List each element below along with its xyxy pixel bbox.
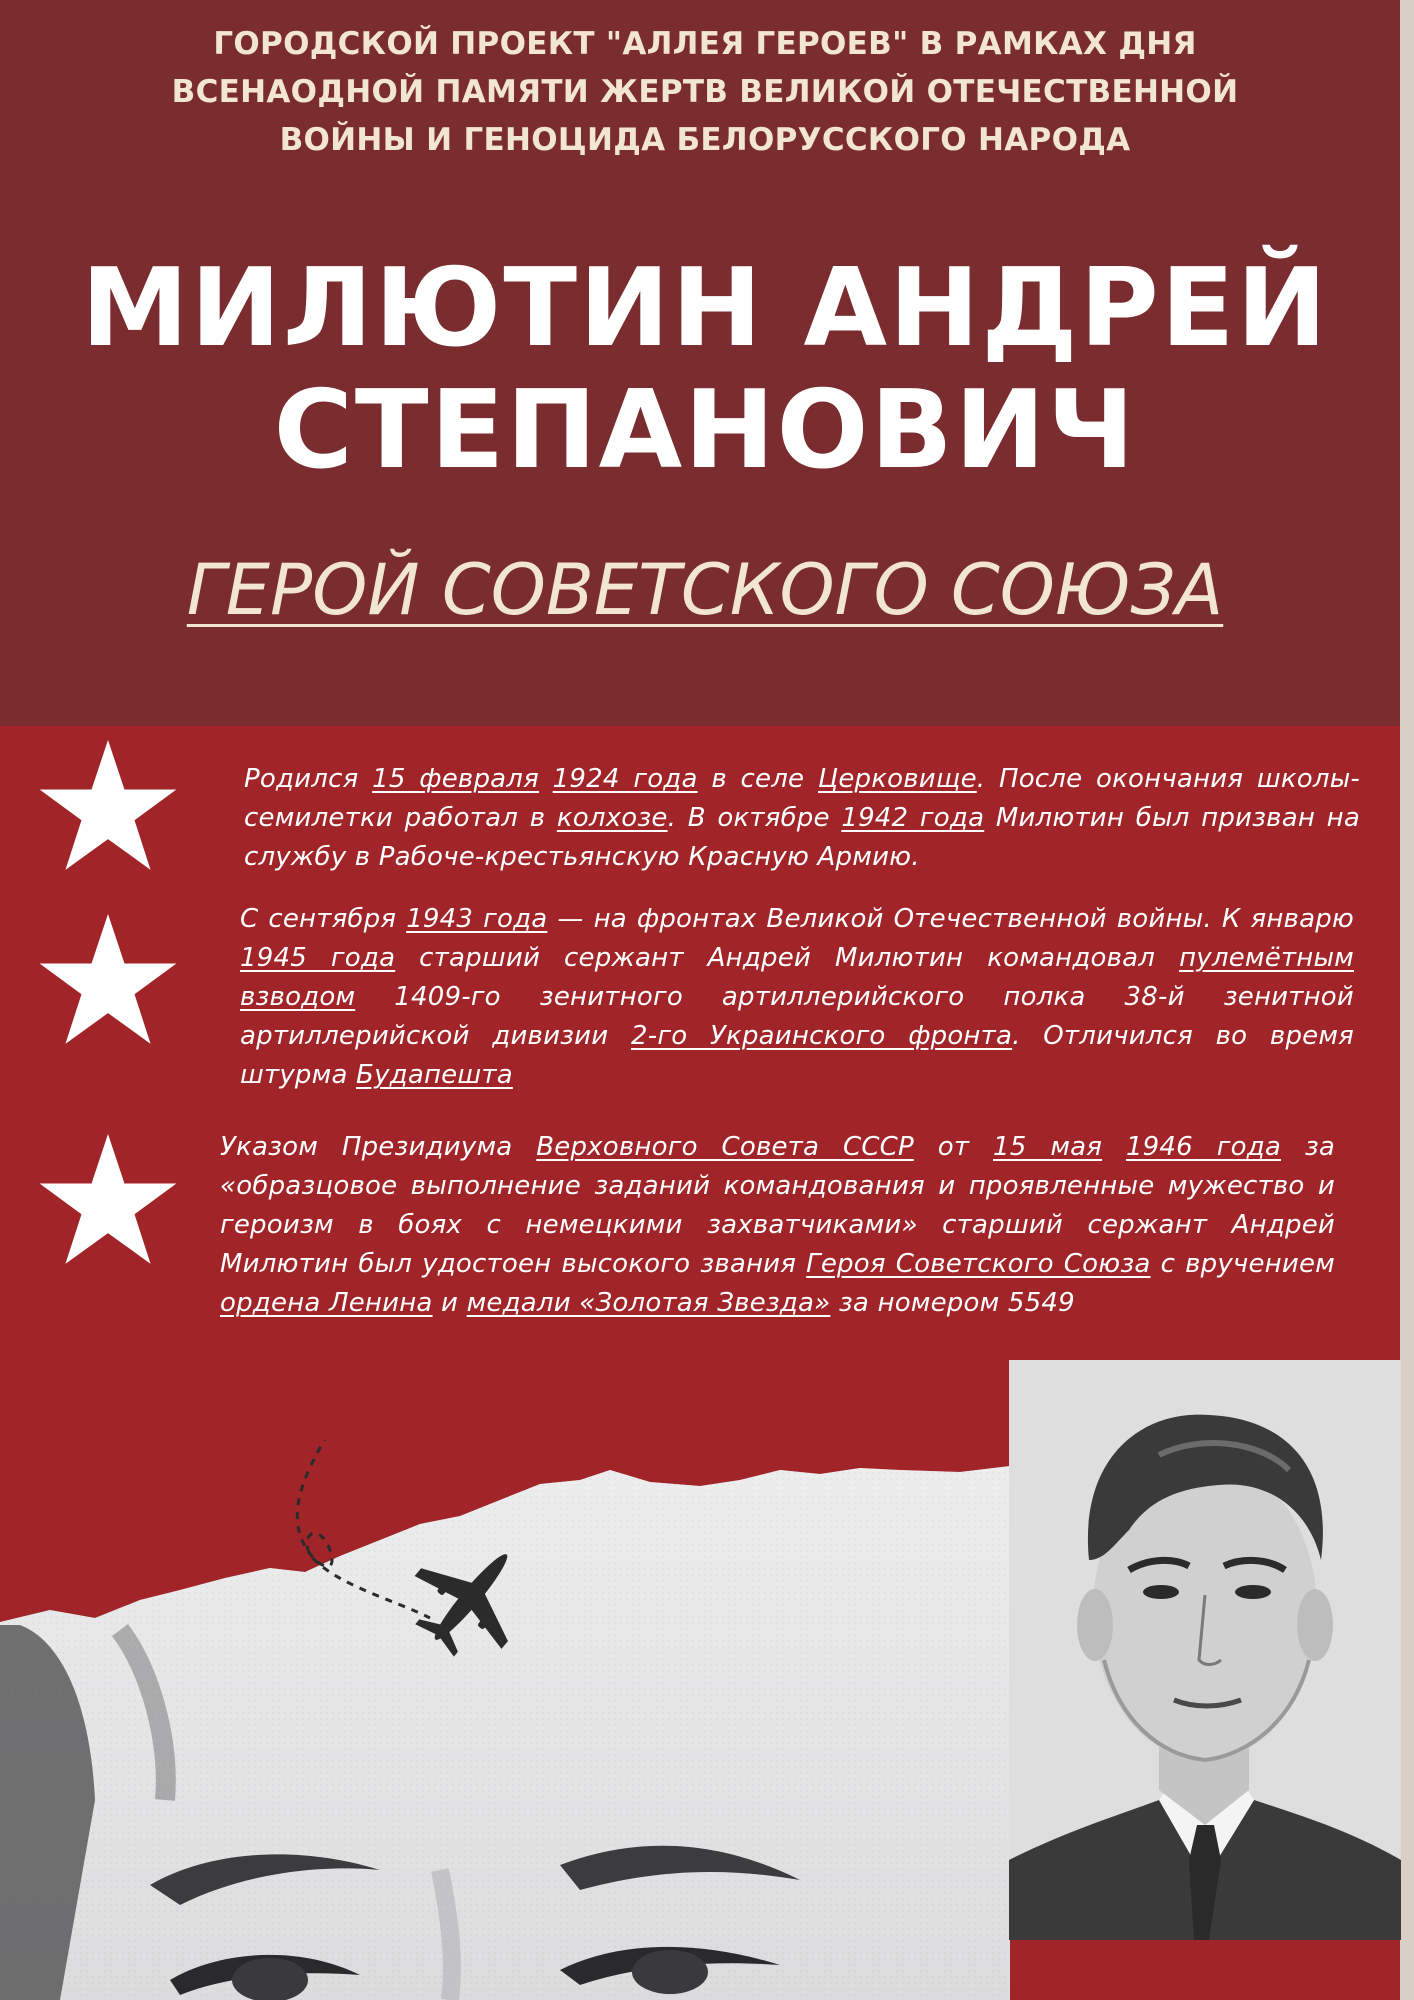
bio-link[interactable]: колхозе (556, 803, 668, 833)
bio-link[interactable]: 1945 года (240, 943, 396, 973)
bio-text: С сентября (240, 904, 407, 934)
bio-link[interactable]: Героя Советского Союза (806, 1249, 1151, 1279)
bio-link[interactable]: взводом (240, 982, 356, 1012)
bio-text: старший сержант Андрей Милютин командовал (395, 943, 1180, 973)
bio-link[interactable]: медали «Золотая Звезда» (466, 1288, 831, 1318)
hero-title-text: ГЕРОЙ СОВЕТСКОГО СОЮЗА (186, 549, 1224, 631)
airplane-icon (408, 1534, 534, 1660)
bio-link[interactable]: Верховного Совета СССР (536, 1132, 914, 1162)
bio-paragraph-1 (244, 760, 1360, 877)
hero-name-line-1: МИЛЮТИН АНДРЕЙ (81, 246, 1329, 371)
star-icon (38, 914, 178, 1048)
bio-text: за номером 5549 (830, 1288, 1075, 1318)
bio-text: — на фронтах Великой Отечественной войны. К январю (547, 904, 1354, 934)
bio-text: Милютин был призван на службу в Рабоче-крестьянскую Красную Армию. (244, 803, 1360, 872)
bio-link[interactable]: Будапешта (356, 1060, 513, 1090)
bio-link[interactable]: 2-го Украинского фронта (631, 1021, 1013, 1051)
bio-text: за «образцовое выполнение заданий командования и проявленные мужество и героизм в боях с немецкими захватчиками» старший сержант Андрей Милютин был удостоен высокого звания (220, 1132, 1335, 1279)
bio-text: и (432, 1288, 467, 1318)
bio-link[interactable]: 1943 года (406, 904, 548, 934)
bio-text: . После окончания школы-семилетки работал в (244, 764, 1360, 833)
hero-name-line-2: СТЕПАНОВИЧ (273, 368, 1137, 493)
bio-link[interactable]: пулемётным (1179, 943, 1354, 973)
bio-text: Родился (244, 764, 373, 794)
bio-text: 1409-го зенитного артиллерийского полка 38-й зенитной артиллерийской дивизии (240, 982, 1354, 1051)
bio-text (1102, 1132, 1126, 1162)
project-title: ГОРОДСКОЙ ПРОЕКТ "АЛЛЕЯ ГЕРОЕВ" В РАМКАХ ДНЯ ВСЕНАОДНОЙ ПАМЯТИ ЖЕРТВ ВЕЛИКОЙ ОТЕЧЕСТВЕННОЙ ВОЙНЫ И ГЕНОЦИДА БЕЛОРУССКОГО НАРОДА (171, 26, 1239, 158)
star-icon (38, 1134, 178, 1268)
bio-text: . В октябре (667, 803, 842, 833)
bio-text: Указом Президиума (220, 1132, 537, 1162)
bio-paragraph-2 (240, 900, 1354, 1095)
bio-text (539, 764, 553, 794)
bio-text: с вручением (1150, 1249, 1335, 1279)
bio-link[interactable]: 1946 года (1125, 1132, 1281, 1162)
bio-text: от (913, 1132, 994, 1162)
bio-text: в селе (697, 764, 818, 794)
bio-paragraph-3 (220, 1128, 1335, 1323)
bio-link[interactable]: ордена Ленина (220, 1288, 433, 1318)
bio-text: . Отличился во время штурма (240, 1021, 1354, 1090)
bio-link[interactable]: 15 февраля (372, 764, 539, 794)
bio-link[interactable]: 1942 года (841, 803, 985, 833)
hero-title (100, 548, 1310, 632)
bio-link[interactable]: Церковище (817, 764, 977, 794)
star-icon (38, 740, 178, 874)
bio-link[interactable]: 15 мая (993, 1132, 1103, 1162)
hero-name (40, 248, 1370, 492)
header-band (0, 0, 1400, 726)
bio-link[interactable]: 1924 года (552, 764, 698, 794)
hero-portrait (1009, 1360, 1401, 1940)
